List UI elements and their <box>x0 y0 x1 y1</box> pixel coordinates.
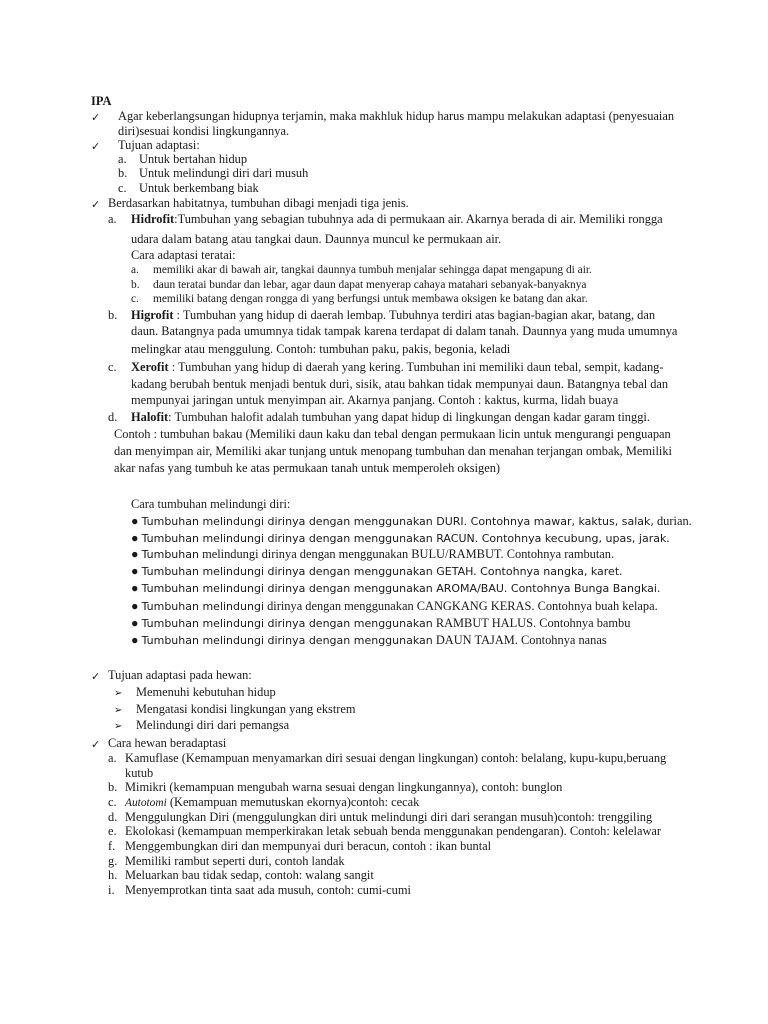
list-item: daun teratai bundar dan lebar, agar daun dapat menyerap cahaya matahari sebanyak-banyaknya <box>153 279 587 291</box>
list-item: Mimikri (kemampuan mengubah warna sesuai dengan lingkungannya), contoh: bunglon <box>125 780 563 794</box>
list-item: ● Tumbuhan melindungi dirinya dengan menggunakan BULU/RAMBUT. Contohnya rambutan. <box>131 547 615 561</box>
list-marker: b. <box>108 780 118 794</box>
list-item: Melindungi diri dari pemangsa <box>136 718 290 732</box>
check-icon: ✓ <box>91 111 101 124</box>
list-marker: c. <box>108 795 117 809</box>
list-marker: a. <box>118 152 127 166</box>
list-item: Ekolokasi (kemampuan memperkirakan letak sebuah benda menggunakan pendengaran). Contoh: kelelawar <box>125 824 662 838</box>
list-item: Meluarkan bau tidak sedap, contoh: walang sangit <box>125 868 374 882</box>
higrofit-line: melingkar atau menggulung. Contoh: tumbuhan paku, pakis, begonia, keladi <box>131 342 511 356</box>
check-icon: ✓ <box>91 140 101 153</box>
list-item: Untuk melindungi diri dari musuh <box>139 166 309 180</box>
list-marker: i. <box>108 883 115 897</box>
list-item: Untuk bertahan hidup <box>139 152 248 166</box>
list-item: Memiliki rambut seperti duri, contoh landak <box>125 854 345 868</box>
halofit-line: akar nafas yang tumbuh ke atas permukaan tanah untuk memperoleh oksigen) <box>114 461 501 475</box>
intro-line: Agar keberlangsungan hidupnya terjamin, maka makhluk hidup harus mampu melakukan adaptasi (penyesuaian <box>118 109 675 123</box>
habitat-heading: Berdasarkan habitatnya, tumbuhan dibagi menjadi tiga jenis. <box>108 196 409 210</box>
list-item: Untuk berkembang biak <box>139 181 259 195</box>
check-icon: ✓ <box>91 198 101 211</box>
hidrofit-line: Hidrofit:Tumbuhan yang sebagian tubuhnya ada di permukaan air. Akarnya berada di air. Memiliki rongga <box>131 212 663 226</box>
check-icon: ✓ <box>91 670 101 683</box>
list-item: kutub <box>125 766 154 780</box>
intro-line: diri)sesuai kondisi lingkungannya. <box>118 124 290 138</box>
list-marker: c. <box>108 360 117 374</box>
list-item: ● Tumbuhan melindungi dirinya dengan menggunakan DAUN TAJAM. Contohnya nanas <box>131 633 607 647</box>
list-item: ● Tumbuhan melindungi dirinya dengan menggunakan GETAH. Contohnya nangka, karet. <box>131 564 623 578</box>
list-item: memiliki batang dengan rongga di yang berfungsi untuk membawa oksigen ke batang dan akar. <box>153 293 588 305</box>
xerofit-line: Xerofit : Tumbuhan yang hidup di daerah yang kering. Tumbuhan ini memiliki daun tebal, sempit, kadang- <box>131 360 664 374</box>
list-marker: f. <box>108 839 116 853</box>
hewan-heading: Tujuan adaptasi pada hewan: <box>108 668 252 682</box>
list-marker: a. <box>131 264 139 276</box>
halofit-line: Halofit: Tumbuhan halofit adalah tumbuhan yang dapat hidup di lingkungan dengan kadar garam tinggi. <box>131 410 650 424</box>
page-title: IPA <box>91 94 112 108</box>
higrofit-line: daun. Batangnya pada umumnya tidak tampak karena terdapat di dalam tanah. Daunnya yang muda umumnya <box>131 324 678 338</box>
check-icon: ✓ <box>91 738 101 751</box>
list-item: ● Tumbuhan melindungi dirinya dengan menggunakan DURI. Contohnya mawar, kaktus, salak, durian. <box>131 514 692 528</box>
melindungi-heading: Cara tumbuhan melindungi diri: <box>131 497 291 511</box>
list-marker: b. <box>131 279 140 291</box>
xerofit-line: kadang berubah bentuk menjadi bentuk duri, sisik, atau bahkan tidak mempunyai daun. Batangnya tebal dan <box>131 377 669 391</box>
list-marker: d. <box>108 410 118 424</box>
higrofit-line: Higrofit : Tumbuhan yang hidup di daerah lembap. Tubuhnya terdiri atas bagian-bagian akar, batang, dan <box>131 308 656 322</box>
xerofit-line: mempunyai jaringan untuk menyimpan air. Akarnya panjang. Contoh : kaktus, kurma, lidah buaya <box>131 393 619 407</box>
list-marker: h. <box>108 868 118 882</box>
arrow-bullet-icon: ➢ <box>114 721 123 732</box>
list-marker: b. <box>118 166 128 180</box>
list-item: ● Tumbuhan melindungi dirinya dengan menggunakan RACUN. Contohnya kecubung, upas, jarak. <box>131 531 670 545</box>
list-marker: e. <box>108 824 117 838</box>
list-item: Kamuflase (Kemampuan menyamarkan diri sesuai dengan lingkungan) contoh: belalang, kupu-kupu,beruang <box>125 751 667 765</box>
halofit-line: Contoh : tumbuhan bakau (Memiliki daun kaku dan tebal dengan permukaan licin untuk mengurangi penguapan <box>114 427 671 441</box>
list-item: Autotomi (Kemampuan memutuskan ekornya)contoh: cecak <box>125 795 420 809</box>
list-item: Mengatasi kondisi lingkungan yang ekstrem <box>136 702 356 716</box>
halofit-line: dan menyimpan air, Memiliki akar tunjang untuk menopang tumbuhan dan menahan terjangan ombak, Memiliki <box>114 444 672 458</box>
list-item: ● Tumbuhan melindungi dirinya dengan menggunakan RAMBUT HALUS. Contohnya bambu <box>131 616 631 630</box>
list-item: ● Tumbuhan melindungi dirinya dengan menggunakan AROMA/BAU. Contohnya Bunga Bangkai. <box>131 581 661 595</box>
list-marker: a. <box>108 212 117 226</box>
arrow-bullet-icon: ➢ <box>114 688 123 699</box>
list-item: ● Tumbuhan melindungi dirinya dengan menggunakan CANGKANG KERAS. Contohnya buah kelapa. <box>131 599 658 613</box>
tujuan-heading: Tujuan adaptasi: <box>118 138 200 152</box>
arrow-bullet-icon: ➢ <box>114 705 123 716</box>
list-item: memiliki akar di bawah air, tangkai daunnya tumbuh menjalar sehingga dapat mengapung di air. <box>153 264 592 276</box>
hidrofit-line: udara dalam batang atau tangkai daun. Daunnya muncul ke permukaan air. <box>131 232 502 246</box>
list-marker: c. <box>118 181 127 195</box>
cara-hewan-heading: Cara hewan beradaptasi <box>108 736 227 750</box>
list-item: Menyemprotkan tinta saat ada musuh, contoh: cumi-cumi <box>125 883 411 897</box>
list-marker: c. <box>131 293 139 305</box>
list-item: Menggulungkan Diri (menggulungkan diri untuk melindungi diri dari serangan musuh)contoh: trenggiling <box>125 810 653 824</box>
list-item: Menggembungkan diri dan mempunyai duri beracun, contoh : ikan buntal <box>125 839 492 853</box>
cara-teratai-heading: Cara adaptasi teratai: <box>131 248 236 262</box>
list-marker: b. <box>108 308 118 322</box>
list-marker: g. <box>108 854 118 868</box>
list-marker: a. <box>108 751 117 765</box>
list-marker: d. <box>108 810 118 824</box>
list-item: Memenuhi kebutuhan hidup <box>136 685 276 699</box>
